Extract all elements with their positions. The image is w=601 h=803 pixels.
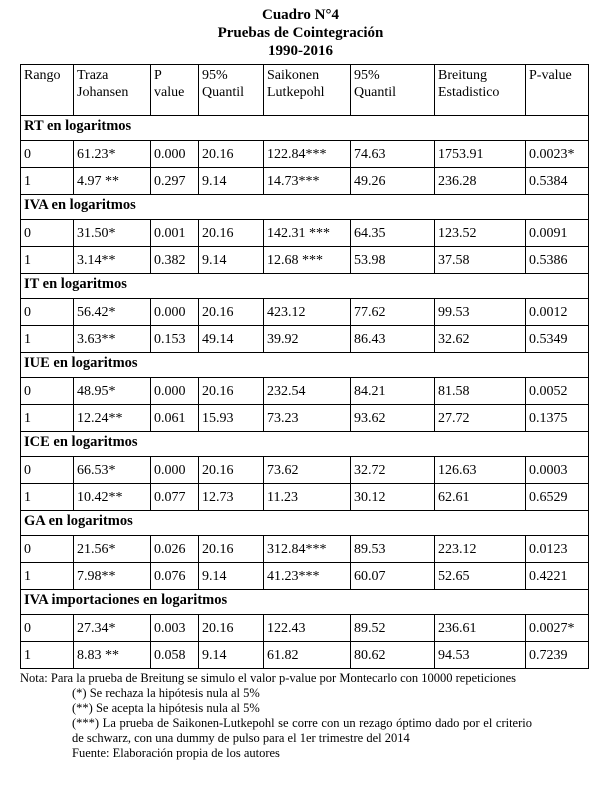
table-cell: 223.12: [435, 536, 526, 563]
table-cell: 0.5386: [526, 247, 589, 274]
table-row: [21, 299, 589, 326]
table-cell: 73.62: [264, 457, 351, 484]
table-row: [21, 405, 589, 432]
table-cell: 30.12: [351, 484, 435, 511]
note-3: (***) La prueba de Saikonen-Lutkepohl se corre con un rezago óptimo dado por el criterio de schwarz, con una dummy de pulso para el 1er trimestre del 2014: [72, 716, 532, 745]
table-cell: 41.23***: [264, 563, 351, 590]
section-row: [21, 511, 589, 536]
table-title: Pruebas de Cointegración: [217, 25, 384, 41]
table-notes: [20, 669, 532, 761]
table-cell: 0.7239: [526, 642, 589, 669]
section-row: [21, 432, 589, 457]
table-cell: 122.84***: [264, 141, 351, 168]
table-cell: 84.21: [351, 378, 435, 405]
table-cell: 61.82: [264, 642, 351, 669]
table-cell: 0.6529: [526, 484, 589, 511]
table-cell: 1: [21, 484, 74, 511]
table-cell: 0.0003: [526, 457, 589, 484]
table-cell: 7.98**: [74, 563, 151, 590]
table-cell: 89.52: [351, 615, 435, 642]
table-cell: 99.53: [435, 299, 526, 326]
table-cell: 20.16: [199, 457, 264, 484]
header-row: [21, 65, 589, 116]
table-cell: 0.0123: [526, 536, 589, 563]
table-row: [21, 247, 589, 274]
header-line: Traza: [77, 68, 109, 83]
table-period: 1990-2016: [268, 43, 333, 59]
table-cell: 0.4221: [526, 563, 589, 590]
table-cell: 49.14: [199, 326, 264, 353]
header-line: Quantil: [354, 85, 396, 100]
table-cell: 80.62: [351, 642, 435, 669]
table-cell: 0.153: [151, 326, 199, 353]
table-row: [21, 378, 589, 405]
table-cell: 31.50*: [74, 220, 151, 247]
table-cell: 32.62: [435, 326, 526, 353]
table-cell: 12.68 ***: [264, 247, 351, 274]
header-line: 95%: [354, 68, 380, 83]
table-cell: 94.53: [435, 642, 526, 669]
table-cell: 0.0023*: [526, 141, 589, 168]
header-line: Saikonen: [267, 68, 320, 83]
table-cell: 9.14: [199, 642, 264, 669]
section-row: [21, 590, 589, 615]
table-cell: 12.24**: [74, 405, 151, 432]
table-cell: 8.83 **: [74, 642, 151, 669]
table-cell: 9.14: [199, 168, 264, 195]
table-cell: 123.52: [435, 220, 526, 247]
table-cell: 1753.91: [435, 141, 526, 168]
table-cell: 9.14: [199, 563, 264, 590]
cointegration-table: [20, 64, 589, 669]
table-cell: 0: [21, 457, 74, 484]
table-cell: 0.026: [151, 536, 199, 563]
table-cell: 0.5349: [526, 326, 589, 353]
table-cell: 1: [21, 326, 74, 353]
table-cell: 32.72: [351, 457, 435, 484]
header-line: Estadistico: [438, 85, 500, 100]
table-title-block: [0, 0, 601, 64]
column-header: [199, 65, 264, 116]
table-cell: 20.16: [199, 220, 264, 247]
table-cell: 56.42*: [74, 299, 151, 326]
table-row: [21, 615, 589, 642]
table-cell: 0.001: [151, 220, 199, 247]
header-line: Breitung: [438, 68, 487, 83]
table-cell: 0.0052: [526, 378, 589, 405]
table-cell: 21.56*: [74, 536, 151, 563]
table-cell: 20.16: [199, 615, 264, 642]
table-cell: 27.72: [435, 405, 526, 432]
table-cell: 60.07: [351, 563, 435, 590]
table-cell: 20.16: [199, 378, 264, 405]
column-header: [264, 65, 351, 116]
table-cell: 77.62: [351, 299, 435, 326]
table-cell: 0: [21, 378, 74, 405]
table-cell: 39.92: [264, 326, 351, 353]
table-cell: 86.43: [351, 326, 435, 353]
table-cell: 0.0027*: [526, 615, 589, 642]
table-cell: 20.16: [199, 141, 264, 168]
table-cell: 0.076: [151, 563, 199, 590]
column-header: [151, 65, 199, 116]
table-cell: 48.95*: [74, 378, 151, 405]
section-title: IVA en logaritmos: [21, 195, 589, 220]
column-header: [21, 65, 74, 116]
table-cell: 3.14**: [74, 247, 151, 274]
section-title: RT en logaritmos: [21, 116, 589, 141]
table-cell: 312.84***: [264, 536, 351, 563]
section-title: IVA importaciones en logaritmos: [21, 590, 589, 615]
table-cell: 64.35: [351, 220, 435, 247]
header-line: Johansen: [77, 85, 129, 100]
section-title: GA en logaritmos: [21, 511, 589, 536]
table-cell: 27.34*: [74, 615, 151, 642]
table-cell: 20.16: [199, 536, 264, 563]
table-cell: 0.5384: [526, 168, 589, 195]
table-cell: 0.061: [151, 405, 199, 432]
note-1: (*) Se rechaza la hipótesis nula al 5%: [72, 686, 260, 700]
table-row: [21, 563, 589, 590]
table-cell: 81.58: [435, 378, 526, 405]
column-header: [74, 65, 151, 116]
table-cell: 423.12: [264, 299, 351, 326]
table-cell: 1: [21, 405, 74, 432]
section-title: ICE en logaritmos: [21, 432, 589, 457]
header-line: Rango: [24, 68, 61, 83]
table-cell: 122.43: [264, 615, 351, 642]
header-line: Quantil: [202, 85, 244, 100]
table-cell: 74.63: [351, 141, 435, 168]
table-cell: 0: [21, 536, 74, 563]
table-cell: 53.98: [351, 247, 435, 274]
table-cell: 61.23*: [74, 141, 151, 168]
table-cell: 93.62: [351, 405, 435, 432]
column-header: [526, 65, 589, 116]
column-header: [435, 65, 526, 116]
table-cell: 14.73***: [264, 168, 351, 195]
header-line: 95%: [202, 68, 228, 83]
table-cell: 1: [21, 247, 74, 274]
table-cell: 0.000: [151, 457, 199, 484]
header-line: value: [154, 85, 185, 100]
table-number: Cuadro N°4: [262, 7, 339, 23]
table-cell: 0.1375: [526, 405, 589, 432]
table-cell: 12.73: [199, 484, 264, 511]
column-header: [351, 65, 435, 116]
section-row: [21, 353, 589, 378]
table-cell: 15.93: [199, 405, 264, 432]
table-cell: 3.63**: [74, 326, 151, 353]
table-cell: 0: [21, 220, 74, 247]
table-row: [21, 457, 589, 484]
table-cell: 73.23: [264, 405, 351, 432]
note-source: Fuente: Elaboración propia de los autores: [72, 746, 280, 760]
table-cell: 66.53*: [74, 457, 151, 484]
table-cell: 0.000: [151, 299, 199, 326]
table-row: [21, 141, 589, 168]
table-row: [21, 326, 589, 353]
table-row: [21, 220, 589, 247]
table-row: [21, 484, 589, 511]
table-row: [21, 168, 589, 195]
table-cell: 0: [21, 615, 74, 642]
table-cell: 37.58: [435, 247, 526, 274]
table-cell: 0.0012: [526, 299, 589, 326]
table-cell: 49.26: [351, 168, 435, 195]
table-cell: 0.003: [151, 615, 199, 642]
table-cell: 0.077: [151, 484, 199, 511]
table-cell: 0.297: [151, 168, 199, 195]
table-cell: 0: [21, 299, 74, 326]
table-cell: 1: [21, 642, 74, 669]
section-row: [21, 116, 589, 141]
note-2: (**) Se acepta la hipótesis nula al 5%: [72, 701, 260, 715]
table-cell: 62.61: [435, 484, 526, 511]
table-cell: 236.28: [435, 168, 526, 195]
table-cell: 89.53: [351, 536, 435, 563]
table-cell: 126.63: [435, 457, 526, 484]
table-row: [21, 536, 589, 563]
table-cell: 9.14: [199, 247, 264, 274]
table-cell: 232.54: [264, 378, 351, 405]
table-cell: 0: [21, 141, 74, 168]
table-cell: 10.42**: [74, 484, 151, 511]
table-cell: 4.97 **: [74, 168, 151, 195]
table-cell: 11.23: [264, 484, 351, 511]
section-title: IT en logaritmos: [21, 274, 589, 299]
table-cell: 52.65: [435, 563, 526, 590]
table-cell: 20.16: [199, 299, 264, 326]
section-row: [21, 274, 589, 299]
section-title: IUE en logaritmos: [21, 353, 589, 378]
table-cell: 236.61: [435, 615, 526, 642]
header-line: Lutkepohl: [267, 85, 325, 100]
note-main: Nota: Para la prueba de Breitung se simulo el valor p-value por Montecarlo con 10000 repeticiones: [20, 671, 517, 685]
section-row: [21, 195, 589, 220]
table-cell: 142.31 ***: [264, 220, 351, 247]
table-cell: 0.058: [151, 642, 199, 669]
table-cell: 1: [21, 563, 74, 590]
table-cell: 1: [21, 168, 74, 195]
table-cell: 0.000: [151, 378, 199, 405]
table-cell: 0.000: [151, 141, 199, 168]
header-line: P: [154, 68, 162, 83]
table-row: [21, 642, 589, 669]
header-line: P-value: [529, 68, 572, 83]
table-cell: 0.382: [151, 247, 199, 274]
table-cell: 0.0091: [526, 220, 589, 247]
